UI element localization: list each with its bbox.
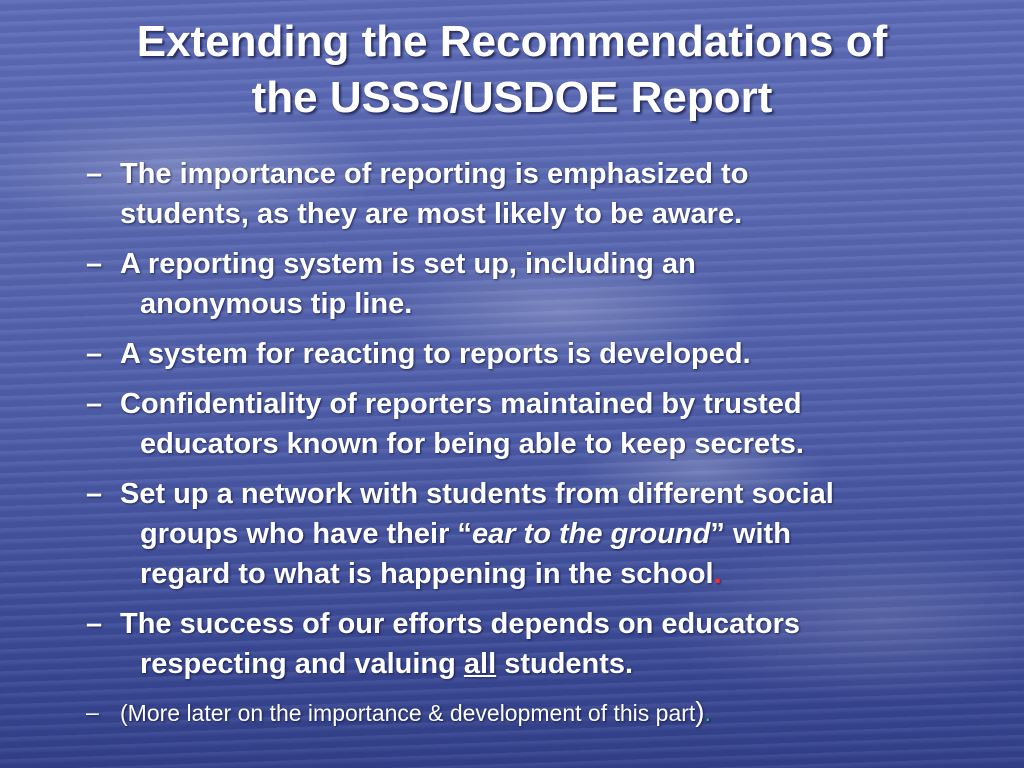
bullet-text: educators known for being able to keep secrets.: [140, 428, 804, 460]
bullet-dash: –: [86, 699, 99, 725]
bullet-text: Confidentiality of reporters maintained by trusted: [120, 388, 802, 420]
bullet-text: regard to what is happening in the school: [140, 558, 714, 590]
slide-title: [0, 14, 1024, 126]
bullet-success-of-efforts: [86, 604, 986, 684]
bullet-text: ” with: [710, 518, 791, 550]
title-line-1: Extending the Recommendations of: [136, 17, 888, 66]
bullet-text: students.: [496, 648, 634, 680]
bullet-text-line: [120, 694, 986, 731]
bullet-text: The success of our efforts depends on educators: [120, 608, 801, 640]
bullet-dash: –: [86, 478, 103, 510]
red-period: .: [713, 558, 722, 590]
bullet-text: students, as they are most likely to be aware.: [120, 198, 743, 230]
bullet-text: A reporting system is set up, including an: [120, 248, 696, 280]
bullet-dash: –: [86, 608, 103, 640]
title-line-2: the USSS/USDOE Report: [251, 73, 773, 122]
bullet-text: respecting and valuing: [140, 648, 464, 680]
bullet-dash: –: [86, 388, 103, 420]
bullet-dash: –: [86, 158, 103, 190]
bullet-more-later: [86, 694, 986, 731]
underlined-text: all: [463, 648, 497, 680]
bullet-text: The importance of reporting is emphasized to: [120, 158, 749, 190]
bullet-text-line: [120, 514, 986, 554]
bullet-text-line: [120, 554, 986, 594]
bullet-text: A system for reacting to reports is developed.: [120, 338, 751, 370]
emphasis-text: ear to the ground: [471, 518, 711, 550]
bullet-text: (More later on the importance & development of this part: [120, 700, 696, 726]
bullet-dash: –: [86, 338, 103, 370]
green-period: .: [704, 700, 712, 726]
closing-paren: ): [695, 696, 705, 727]
bullet-confidentiality: [86, 384, 986, 464]
bullet-text: groups who have their “: [140, 518, 472, 550]
bullet-reporting-importance: [86, 154, 986, 234]
bullet-dash: –: [86, 248, 103, 280]
bullet-text: anonymous tip line.: [140, 288, 413, 320]
bullet-text: Set up a network with students from different social: [120, 478, 834, 510]
bullet-list: [86, 154, 986, 741]
bullet-text-line: [120, 644, 986, 684]
bullet-student-network: [86, 474, 986, 594]
bullet-reporting-system: [86, 244, 986, 324]
bullet-reacting-system: [86, 334, 986, 374]
